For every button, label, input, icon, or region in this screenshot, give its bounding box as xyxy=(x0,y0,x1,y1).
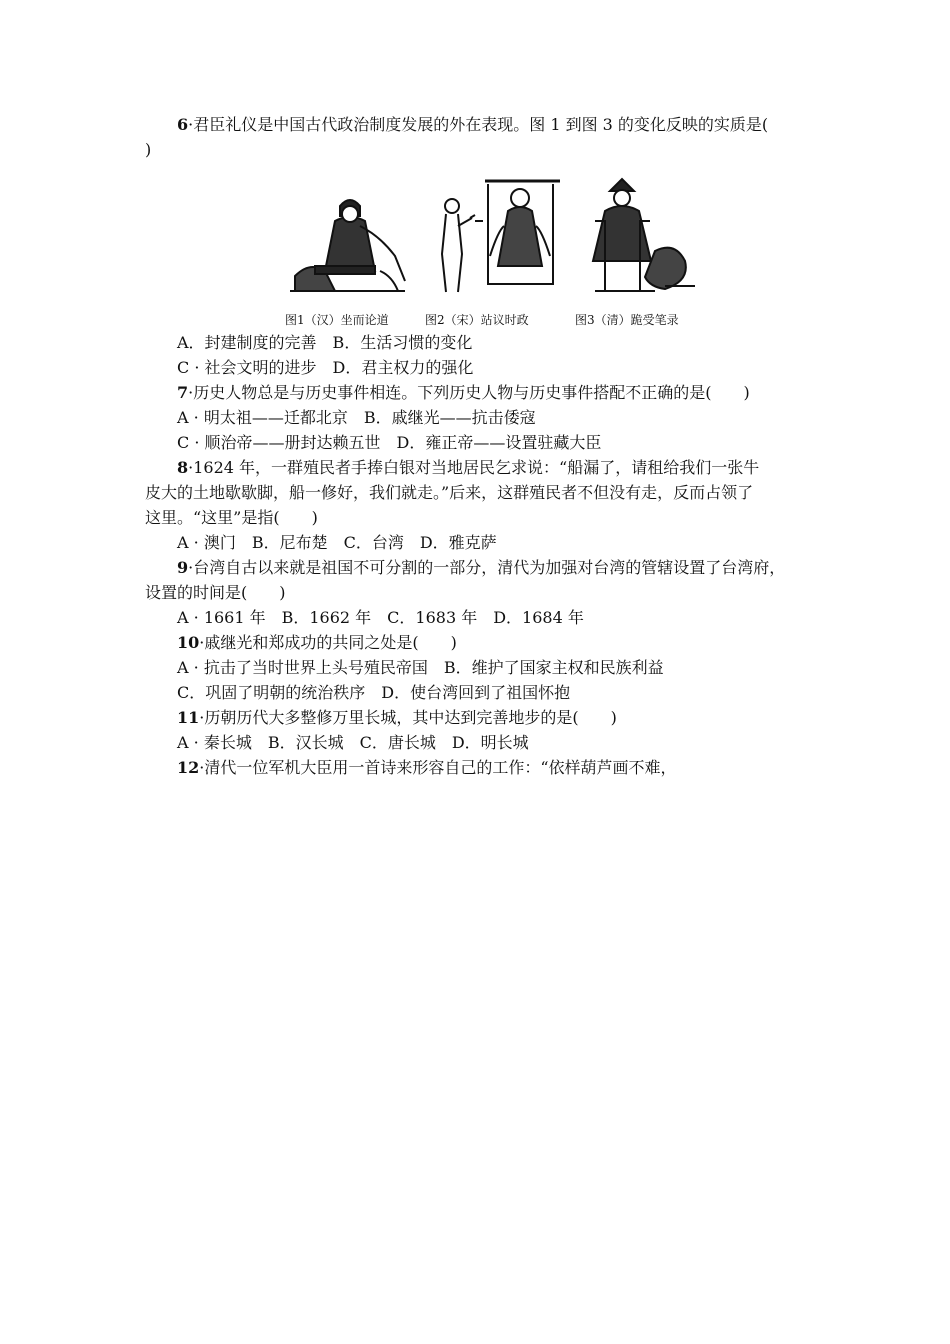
question-8-line-1: 8·1624 年，一群殖民者手捧白银对当地居民乞求说：“船漏了，请租给我们一张牛 xyxy=(177,458,760,477)
question-number: 11 xyxy=(177,708,200,727)
question-9-line-2: 设置的时间是( ) xyxy=(145,583,286,602)
question-number: 6 xyxy=(177,115,189,134)
option-line: C．巩固了明朝的统治秩序 D．使台湾回到了祖国怀抱 xyxy=(177,683,571,702)
question-6-line-1: 6·君臣礼仪是中国古代政治制度发展的外在表现。图 1 到图 3 的变化反映的实质是( xyxy=(177,115,769,134)
seated-officials-icon xyxy=(285,166,410,306)
option-line: A · 秦长城 B．汉长城 C．唐长城 D．明长城 xyxy=(177,733,529,752)
figure-3-caption: 图3（清）跪受笔录 xyxy=(575,313,679,327)
figure-1-caption: 图1（汉）坐而论道 xyxy=(285,313,389,327)
figure-2-caption: 图2（宋）站议时政 xyxy=(425,313,529,327)
option-line: C · 社会文明的进步 D．君主权力的强化 xyxy=(177,358,474,377)
option-line: A · 明太祖——迁都北京 B．戚继光——抗击倭寇 xyxy=(177,408,536,427)
question-number: 12 xyxy=(177,758,200,777)
question-number: 8 xyxy=(177,458,189,477)
question-8-line-2: 皮大的土地歇歇脚，船一修好，我们就走。”后来，这群殖民者不但没有走，反而占领了 xyxy=(145,483,754,502)
standing-minister-icon xyxy=(430,166,560,306)
question-12-line-1: 12·清代一位军机大臣用一首诗来形容自己的工作：“依样葫芦画不难， xyxy=(177,758,677,777)
question-6-line-2: ) xyxy=(145,140,152,159)
option-line: A · 澳门 B．尼布楚 C．台湾 D．雅克萨 xyxy=(177,533,497,552)
option-line: A．封建制度的完善 B．生活习惯的变化 xyxy=(177,333,473,352)
figure-captions xyxy=(285,308,705,333)
option-line: A · 抗击了当时世界上头号殖民帝国 B．维护了国家主权和民族利益 xyxy=(177,658,664,677)
exam-page xyxy=(145,112,825,780)
question-11-line-1: 11·历朝历代大多整修万里长城，其中达到完善地步的是( ) xyxy=(177,708,617,727)
question-10-line-1: 10·戚继光和郑成功的共同之处是( ) xyxy=(177,633,457,652)
question-number: 7 xyxy=(177,383,189,402)
question-9-line-1: 9·台湾自古以来就是祖国不可分割的一部分，清代为加强对台湾的管辖设置了台湾府， xyxy=(177,558,786,577)
question-number: 10 xyxy=(177,633,200,652)
question-8-line-3: 这里。“这里”是指( ) xyxy=(145,508,318,527)
option-line: C · 顺治帝——册封达赖五世 D．雍正帝——设置驻藏大臣 xyxy=(177,433,602,452)
question-number: 9 xyxy=(177,558,189,577)
question-6-figure xyxy=(285,166,705,326)
question-7-line-1: 7·历史人物总是与历史事件相连。下列历史人物与历史事件搭配不正确的是( ) xyxy=(177,383,750,402)
option-line: A · 1661 年 B．1662 年 C．1683 年 D．1684 年 xyxy=(177,608,584,627)
kneeling-minister-icon xyxy=(580,166,705,306)
